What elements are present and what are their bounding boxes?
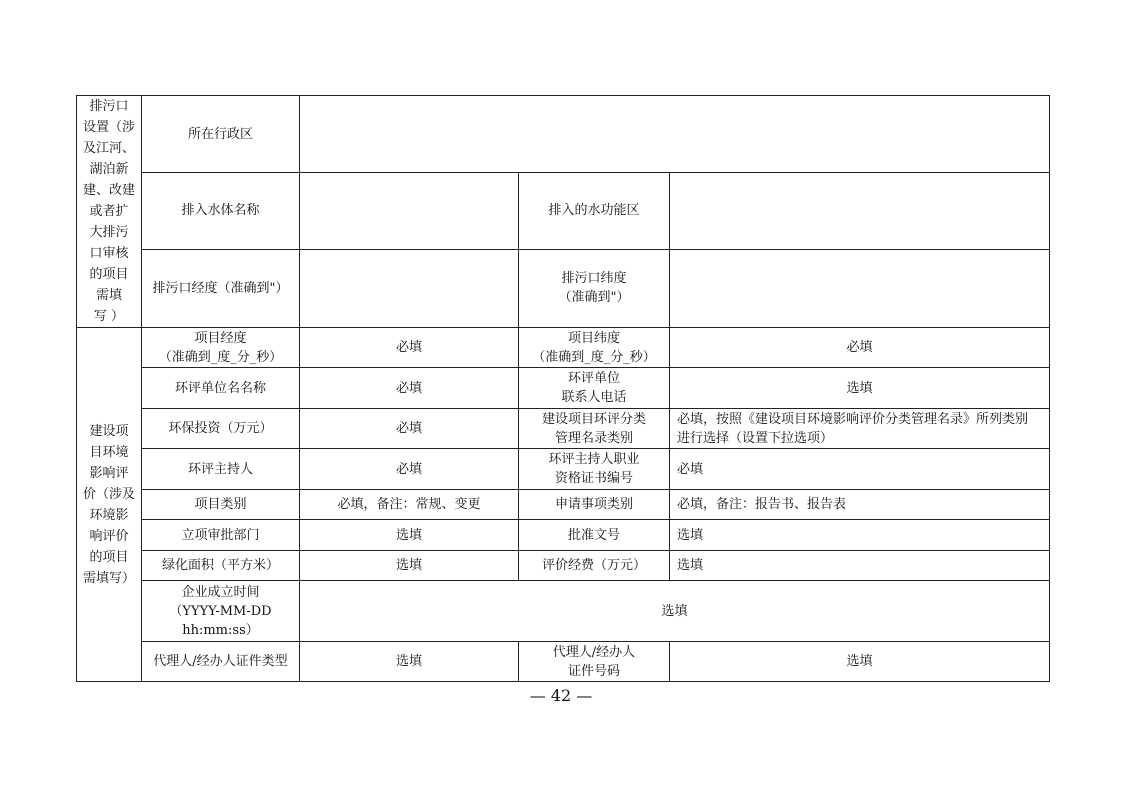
- field-label: 建设项目环评分类 管理名录类别: [519, 409, 670, 449]
- founding-time-label: 企业成立时间 （YYYY-MM-DD hh:mm:ss）: [142, 581, 300, 642]
- field-label: 环评单位 联系人电话: [519, 368, 670, 409]
- field-label: 立项审批部门: [142, 520, 300, 551]
- field-value: 必填，按照《建设项目环境影响评价分类管理名录》所列类别 进行选择（设置下拉选项）: [670, 409, 1050, 449]
- agent-id-number-value: 选填: [670, 642, 1050, 682]
- field-label: 项目类别: [142, 490, 300, 520]
- founding-time-value: 选填: [300, 581, 1050, 642]
- field-value: 必填: [300, 449, 519, 490]
- outfall-latitude-value: [670, 249, 1050, 327]
- field-value: 必填，备注：报告书、报告表: [670, 490, 1050, 520]
- field-label: 评价经费（万元）: [519, 551, 670, 581]
- water-body-label: 排入水体名称: [142, 173, 300, 249]
- field-label: 环评单位名名称: [142, 368, 300, 409]
- field-value: 必填: [670, 449, 1050, 490]
- field-label: 环评主持人: [142, 449, 300, 490]
- field-value: 必填: [300, 328, 519, 368]
- outfall-latitude-label: 排污口纬度 （准确到"）: [519, 249, 670, 327]
- water-zone-label: 排入的水功能区: [519, 173, 670, 249]
- eia-section-header: 建设项 目环境 影响评 价（涉及 环境影 响评价 的项目 需填写）: [77, 328, 142, 682]
- admin-region-value: [300, 96, 1050, 173]
- outfall-longitude-value: [300, 249, 519, 327]
- field-value: 必填，备注：常规、变更: [300, 490, 519, 520]
- field-label: 绿化面积（平方米）: [142, 551, 300, 581]
- water-zone-value: [670, 173, 1050, 249]
- field-label: 申请事项类别: [519, 490, 670, 520]
- field-value: 选填: [300, 520, 519, 551]
- field-value: 必填: [300, 368, 519, 409]
- field-value: 必填: [670, 328, 1050, 368]
- field-label: 项目纬度 （准确到_度_分_秒）: [519, 328, 670, 368]
- agent-id-type-label: 代理人/经办人证件类型: [142, 642, 300, 682]
- field-value: 必填: [300, 409, 519, 449]
- outfall-longitude-label: 排污口经度（准确到"）: [142, 249, 300, 327]
- form-table: [76, 95, 1050, 682]
- field-value: 选填: [670, 368, 1050, 409]
- outfall-section-header: 排污口 设置（涉 及江河、 湖泊新 建、改建 或者扩 大排污 口审核 的项目 需填 写 ）: [77, 96, 142, 328]
- field-label: 项目经度 （准确到_度_分_秒）: [142, 328, 300, 368]
- field-label: 环评主持人职业 资格证书编号: [519, 449, 670, 490]
- field-value: 选填: [670, 520, 1050, 551]
- page-number: — 42 —: [529, 686, 593, 705]
- water-body-value: [300, 173, 519, 249]
- field-value: 选填: [300, 551, 519, 581]
- admin-region-label: 所在行政区: [142, 96, 300, 173]
- agent-id-type-value: 选填: [300, 642, 519, 682]
- field-label: 批准文号: [519, 520, 670, 551]
- agent-id-number-label: 代理人/经办人 证件号码: [519, 642, 670, 682]
- field-value: 选填: [670, 551, 1050, 581]
- field-label: 环保投资（万元）: [142, 409, 300, 449]
